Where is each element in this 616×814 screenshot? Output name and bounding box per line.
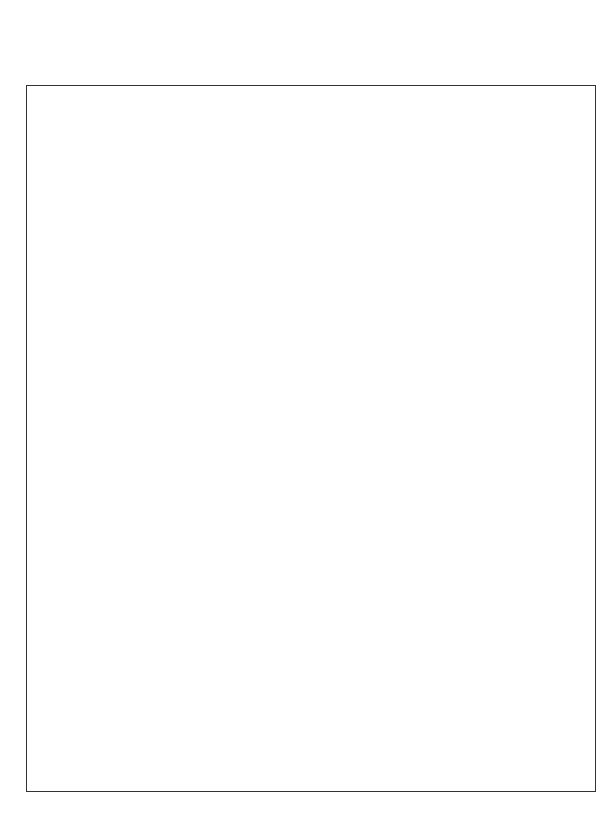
table-frame xyxy=(26,85,596,792)
